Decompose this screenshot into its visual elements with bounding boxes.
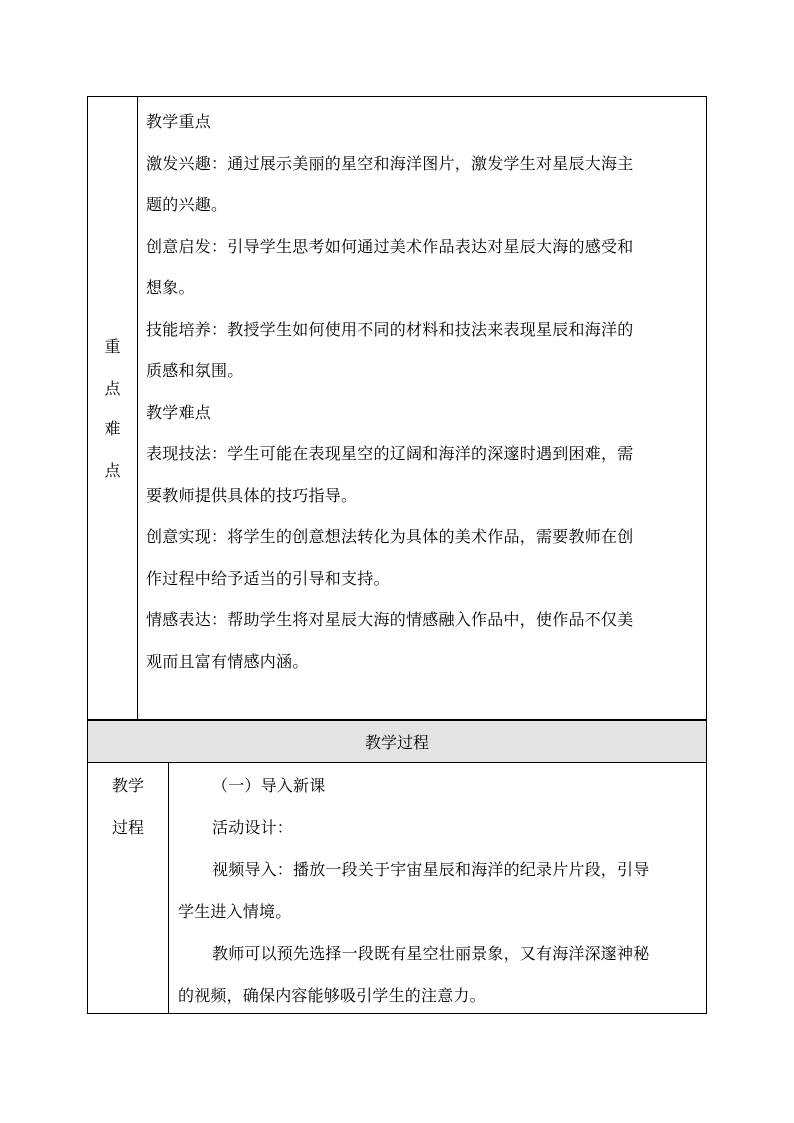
text-line: 活动设计： bbox=[212, 818, 294, 837]
text-line: 表现技法：学生可能在表现星空的辽阔和海洋的深邃时遇到困难，需 bbox=[146, 444, 634, 463]
side-label-char: 重 bbox=[104, 337, 121, 356]
text-line: 情感表达：帮助学生将对星辰大海的情感融入作品中，使作品不仅美 bbox=[146, 610, 634, 629]
process-content bbox=[178, 765, 702, 1017]
side-label-char: 难 bbox=[104, 419, 121, 438]
side-label-char: 点 bbox=[104, 379, 121, 398]
process-header: 教学过程 bbox=[87, 720, 707, 763]
text-line: 作过程中给予适当的引导和支持。 bbox=[146, 568, 390, 588]
text-line: 观而且富有情感内涵。 bbox=[146, 651, 309, 671]
side-label-text: 过程 bbox=[111, 818, 144, 837]
text-line: 想象。 bbox=[146, 278, 195, 297]
section-heading: 教学重点 bbox=[146, 112, 212, 131]
text-line: 技能培养：教授学生如何使用不同的材料和技法来表现星辰和海洋的 bbox=[146, 319, 634, 339]
text-line: 视频导入：播放一段关于宇宙星辰和海洋的纪录片片段，引导 bbox=[212, 860, 650, 879]
text-line: 的视频，确保内容能够吸引学生的注意力。 bbox=[178, 986, 486, 1005]
column-divider bbox=[137, 97, 138, 719]
side-label-text: 教学 bbox=[111, 776, 144, 795]
text-line: 要教师提供具体的技巧指导。 bbox=[146, 485, 358, 505]
subsection-heading: （一）导入新课 bbox=[212, 776, 326, 795]
side-label-char: 点 bbox=[104, 461, 121, 480]
text-line: 创意实现：将学生的创意想法转化为具体的美术作品，需要教师在创 bbox=[146, 527, 634, 546]
section-heading: 教学难点 bbox=[146, 402, 212, 422]
key-points-content bbox=[146, 101, 706, 682]
text-line: 质感和氛围。 bbox=[146, 361, 244, 380]
process-table bbox=[87, 763, 707, 1014]
text-line: 题的兴趣。 bbox=[146, 195, 228, 214]
text-line: 创意启发：引导学生思考如何通过美术作品表达对星辰大海的感受和 bbox=[146, 236, 634, 256]
text-line: 激发兴趣：通过展示美丽的星空和海洋图片，激发学生对星辰大海主 bbox=[146, 153, 634, 173]
process-side-label bbox=[88, 765, 168, 849]
column-divider bbox=[168, 763, 169, 1013]
key-points-table bbox=[87, 96, 707, 720]
text-line: 教师可以预先选择一段既有星空壮丽景象，又有海洋深邃神秘 bbox=[212, 944, 650, 963]
text-line: 学生进入情境。 bbox=[178, 902, 292, 921]
